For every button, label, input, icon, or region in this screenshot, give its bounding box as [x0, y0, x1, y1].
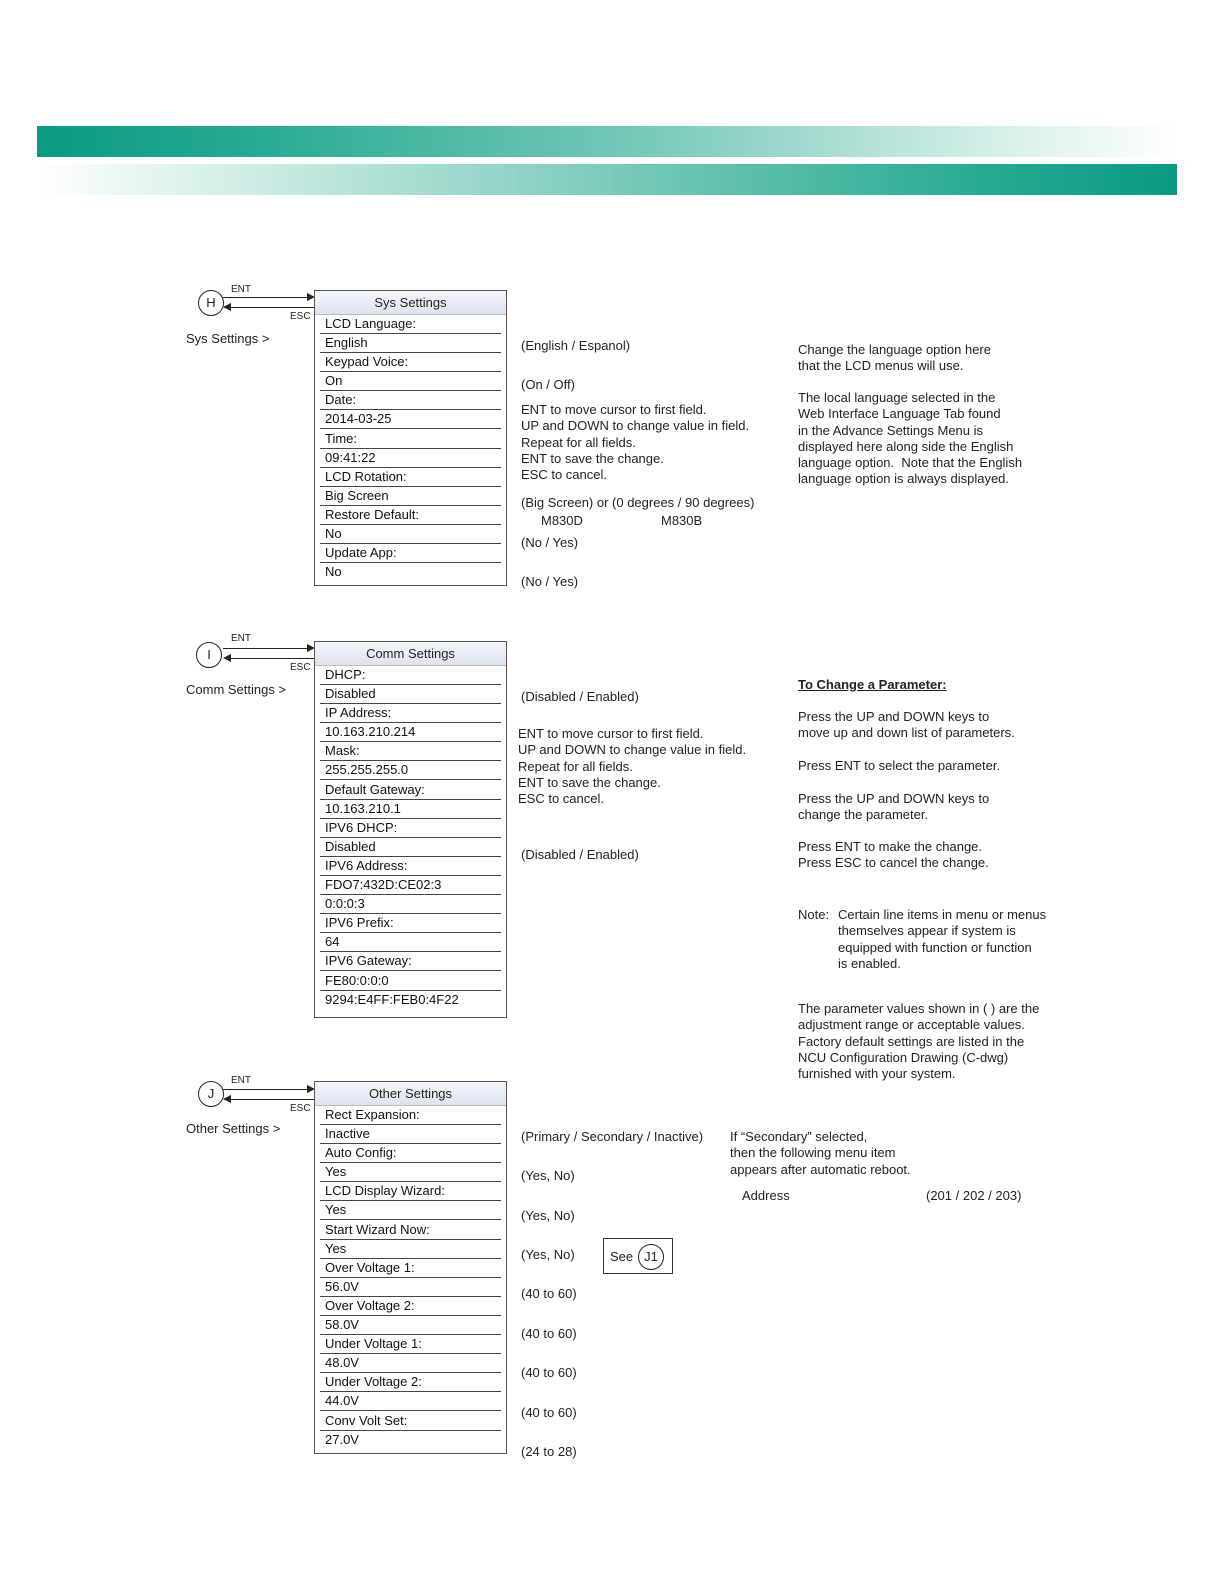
- menu-row-over-voltage-1-value[interactable]: 56.0V: [320, 1278, 501, 1297]
- esc-arrowhead-i: [223, 654, 231, 662]
- note-dhcp-range: (Disabled / Enabled): [521, 689, 639, 704]
- menu-row-conv-volt-set-value[interactable]: 27.0V: [325, 1431, 359, 1447]
- note-ipv6-dhcp-range: (Disabled / Enabled): [521, 847, 639, 862]
- menu-row-date[interactable]: Date:: [320, 391, 501, 410]
- note-language-help-1: Change the language option here that the LCD menus will use.: [798, 342, 991, 374]
- esc-arrowhead-h: [223, 303, 231, 311]
- note-range-explanation: The parameter values shown in ( ) are the adjustment range or acceptable values. Factory default settings are listed in the NCU Configuration Drawing (C-dwg) furnished with your system.: [798, 1001, 1040, 1082]
- menu-row-under-voltage-2[interactable]: Under Voltage 2:: [320, 1373, 501, 1392]
- menu-row-dhcp-value[interactable]: Disabled: [320, 685, 501, 704]
- menu-row-mask[interactable]: Mask:: [320, 742, 501, 761]
- menu-title: Other Settings: [315, 1082, 506, 1106]
- menu-row-lcd-display-wizard[interactable]: LCD Display Wizard:: [320, 1182, 501, 1201]
- note-text: Certain line items in menu or menus themselves appear if system is equipped with function or function is enabled.: [838, 907, 1047, 971]
- menu-row-rect-expansion-value[interactable]: Inactive: [320, 1125, 501, 1144]
- menu-comm-settings: [314, 641, 507, 1018]
- note-rect-range: (Primary / Secondary / Inactive): [521, 1129, 704, 1144]
- menu-row-ipv6-dhcp-value[interactable]: Disabled: [320, 838, 501, 857]
- menu-row-date-value[interactable]: 2014-03-25: [320, 410, 501, 429]
- note-secondary: If “Secondary” selected, then the following menu item appears after automatic reboot.: [730, 1129, 911, 1177]
- menu-row-restore-default[interactable]: Restore Default:: [320, 506, 501, 525]
- note-uv1-range: (40 to 60): [521, 1365, 577, 1380]
- note-label: Note:: [798, 907, 830, 922]
- esc-arrow-line-h: [230, 307, 314, 308]
- menu-row-keypad-voice-value[interactable]: On: [320, 372, 501, 391]
- caption-other-settings: Other Settings >: [186, 1121, 281, 1136]
- header-band-top: [37, 126, 1177, 157]
- menu-row-ipv6-gateway[interactable]: IPV6 Gateway:: [320, 952, 501, 971]
- menu-row-time[interactable]: Time:: [320, 430, 501, 449]
- note-address-range: (201 / 202 / 203): [926, 1188, 1022, 1203]
- note-rotation-model-m830d: M830D: [541, 513, 583, 528]
- see-label: See: [610, 1249, 634, 1264]
- menu-row-keypad-voice[interactable]: Keypad Voice:: [320, 353, 501, 372]
- menu-row-update-app[interactable]: Update App:: [320, 544, 501, 563]
- menu-row-auto-config[interactable]: Auto Config:: [320, 1144, 501, 1163]
- note-voice-range: (On / Off): [521, 377, 575, 392]
- menu-row-under-voltage-1[interactable]: Under Voltage 1:: [320, 1335, 501, 1354]
- menu-row-ipv6-address[interactable]: IPV6 Address:: [320, 857, 501, 876]
- menu-row-lcd-rotation-value[interactable]: Big Screen: [320, 487, 501, 506]
- change-step-2: Press ENT to select the parameter.: [798, 758, 1001, 773]
- note-language-range: (English / Espanol): [521, 338, 631, 353]
- marker-i: I: [196, 642, 222, 668]
- menu-row-rect-expansion[interactable]: Rect Expansion:: [320, 1106, 501, 1125]
- note-restore-range: (No / Yes): [521, 535, 579, 550]
- note-ov1-range: (40 to 60): [521, 1286, 577, 1301]
- menu-row-ipv6-dhcp[interactable]: IPV6 DHCP:: [320, 819, 501, 838]
- menu-row-mask-value[interactable]: 255.255.255.0: [320, 761, 501, 780]
- change-step-3: Press the UP and DOWN keys to change the parameter.: [798, 791, 990, 823]
- menu-title: Comm Settings: [315, 642, 506, 666]
- menu-row-ipv6-address-value-1[interactable]: FDO7:432D:CE02:3: [320, 876, 501, 895]
- note-date-instructions: ENT to move cursor to first field. UP and DOWN to change value in field. Repeat for all fields. ENT to save the change. ESC to cancel.: [521, 402, 750, 483]
- ent-label-h: ENT: [231, 284, 251, 295]
- menu-row-dhcp[interactable]: DHCP:: [320, 666, 501, 685]
- see-j1-reference[interactable]: [603, 1238, 673, 1274]
- menu-row-over-voltage-2[interactable]: Over Voltage 2:: [320, 1297, 501, 1316]
- note-wizard-range: (Yes, No): [521, 1208, 575, 1223]
- menu-row-ip-address-value[interactable]: 10.163.210.214: [320, 723, 501, 742]
- header-band-bottom: [37, 164, 1177, 195]
- menu-row-over-voltage-2-value[interactable]: 58.0V: [320, 1316, 501, 1335]
- menu-other-settings: [314, 1081, 507, 1454]
- esc-arrowhead-j: [223, 1095, 231, 1103]
- ent-arrow-line-h: [223, 297, 308, 298]
- marker-j1: J1: [638, 1244, 664, 1270]
- menu-row-over-voltage-1[interactable]: Over Voltage 1:: [320, 1259, 501, 1278]
- note-ov2-range: (40 to 60): [521, 1326, 577, 1341]
- note-rotation-range: (Big Screen) or (0 degrees / 90 degrees): [521, 495, 755, 510]
- menu-row-ipv6-gateway-value-1[interactable]: FE80:0:0:0: [320, 972, 501, 991]
- menu-title: Sys Settings: [315, 291, 506, 315]
- change-step-1: Press the UP and DOWN keys to move up and down list of parameters.: [798, 709, 1015, 741]
- menu-row-lcd-language-value[interactable]: English: [320, 334, 501, 353]
- menu-row-lcd-language[interactable]: LCD Language:: [320, 315, 501, 334]
- menu-row-ipv6-prefix-value[interactable]: 64: [320, 933, 501, 952]
- menu-row-restore-default-value[interactable]: No: [320, 525, 501, 544]
- menu-row-under-voltage-1-value[interactable]: 48.0V: [320, 1354, 501, 1373]
- esc-arrow-line-i: [230, 658, 314, 659]
- note-ip-instructions: ENT to move cursor to first field. UP and DOWN to change value in field. Repeat for all fields. ENT to save the change. ESC to cancel.: [518, 726, 747, 807]
- menu-row-time-value[interactable]: 09:41:22: [320, 449, 501, 468]
- note-conv-range: (24 to 28): [521, 1444, 577, 1459]
- ent-arrow-line-j: [223, 1089, 308, 1090]
- change-step-4: Press ENT to make the change. Press ESC to cancel the change.: [798, 839, 989, 871]
- esc-label-h: ESC: [290, 311, 311, 322]
- menu-row-default-gateway-value[interactable]: 10.163.210.1: [320, 800, 501, 819]
- menu-row-start-wizard-now[interactable]: Start Wizard Now:: [320, 1221, 501, 1240]
- note-auto-config-range: (Yes, No): [521, 1168, 575, 1183]
- caption-comm-settings: Comm Settings >: [186, 682, 287, 697]
- menu-row-default-gateway[interactable]: Default Gateway:: [320, 781, 501, 800]
- note-start-wizard-range: (Yes, No): [521, 1247, 575, 1262]
- menu-row-ipv6-address-value-2[interactable]: 0:0:0:3: [320, 895, 501, 914]
- menu-row-ip-address[interactable]: IP Address:: [320, 704, 501, 723]
- note-language-help-2: The local language selected in the Web Interface Language Tab found in the Advance Settings Menu is displayed here along side the English language option. Note that the English language option is always displayed.: [798, 390, 1023, 487]
- menu-row-start-wizard-now-value[interactable]: Yes: [320, 1240, 501, 1259]
- note-update-range: (No / Yes): [521, 574, 579, 589]
- menu-row-ipv6-prefix[interactable]: IPV6 Prefix:: [320, 914, 501, 933]
- esc-label-j: ESC: [290, 1103, 311, 1114]
- ent-label-i: ENT: [231, 633, 251, 644]
- menu-sys-settings: [314, 290, 507, 586]
- menu-row-lcd-rotation[interactable]: LCD Rotation:: [320, 468, 501, 487]
- menu-row-update-app-value[interactable]: No: [325, 564, 342, 580]
- menu-row-under-voltage-2-value[interactable]: 44.0V: [320, 1392, 501, 1411]
- esc-arrow-line-j: [230, 1099, 314, 1100]
- ent-label-j: ENT: [231, 1075, 251, 1086]
- menu-row-lcd-display-wizard-value[interactable]: Yes: [320, 1201, 501, 1220]
- note-uv2-range: (40 to 60): [521, 1405, 577, 1420]
- marker-j: J: [198, 1081, 224, 1107]
- menu-row-ipv6-gateway-value-2[interactable]: 9294:E4FF:FEB0:4F22: [325, 991, 459, 1007]
- change-parameter-heading: To Change a Parameter:: [798, 677, 947, 692]
- note-address-label: Address: [742, 1188, 790, 1203]
- note-rotation-model-m830b: M830B: [661, 513, 703, 528]
- menu-row-auto-config-value[interactable]: Yes: [320, 1163, 501, 1182]
- esc-label-i: ESC: [290, 662, 311, 673]
- ent-arrow-line-i: [223, 648, 308, 649]
- menu-row-conv-volt-set[interactable]: Conv Volt Set:: [320, 1412, 501, 1431]
- caption-sys-settings: Sys Settings >: [186, 331, 270, 346]
- marker-h: H: [198, 290, 224, 316]
